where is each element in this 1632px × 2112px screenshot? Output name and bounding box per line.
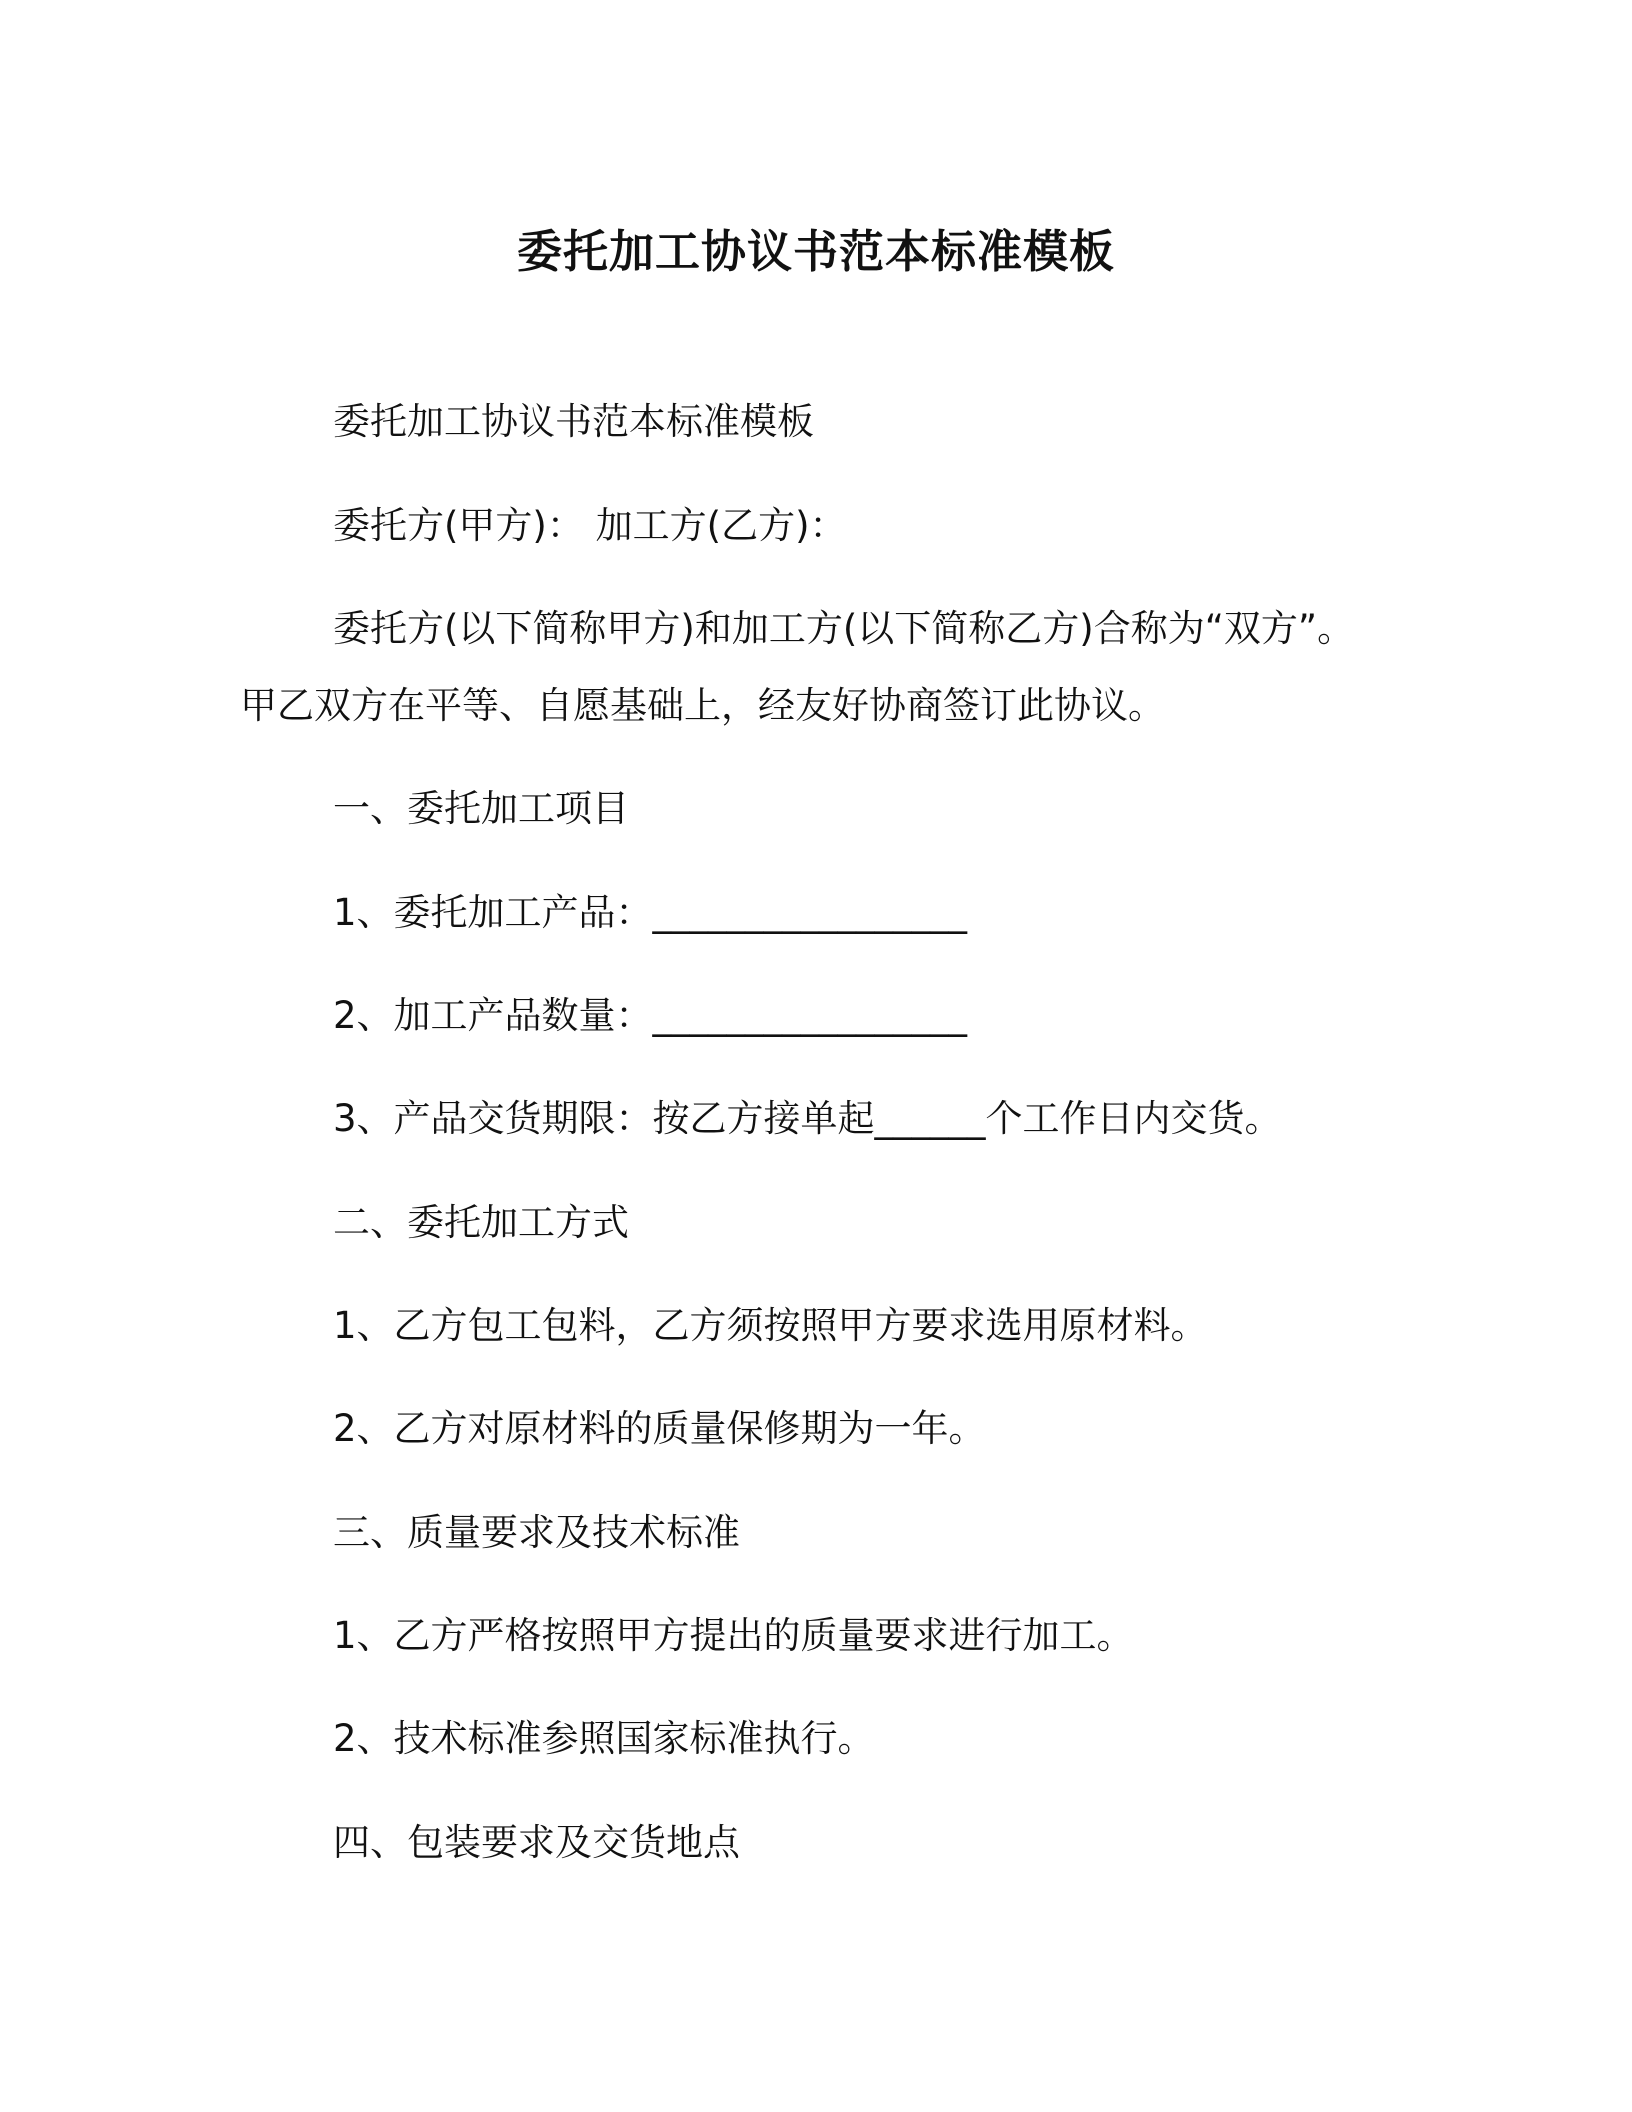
subtitle-line: 委托加工协议书范本标准模板 [333,400,814,443]
section-3-item-1: 1、乙方严格按照甲方提出的质量要求进行加工。 [333,1614,1134,1657]
intro-line-2: 甲乙双方在平等、自愿基础上，经友好协商签订此协议。 [240,684,1165,727]
section-2-item-2: 2、乙方对原材料的质量保修期为一年。 [333,1407,986,1450]
section-2-item-1: 1、乙方包工包料，乙方须按照甲方要求选用原材料。 [333,1304,1208,1347]
section-2-heading: 二、委托加工方式 [333,1201,629,1244]
section-1-item-2: 2、加工产品数量：_________________ [333,994,968,1037]
section-1-heading: 一、委托加工项目 [333,787,629,830]
section-1-item-1: 1、委托加工产品：_________________ [333,891,968,934]
section-4-heading: 四、包装要求及交货地点 [333,1821,740,1864]
document-title: 委托加工协议书范本标准模板 [516,225,1115,278]
section-1-item-3: 3、产品交货期限：按乙方接单起______个工作日内交货。 [333,1097,1282,1140]
section-3-item-2: 2、技术标准参照国家标准执行。 [333,1717,875,1760]
intro-line-1: 委托方(以下简称甲方)和加工方(以下简称乙方)合称为“双方”。 [333,607,1355,650]
parties-line: 委托方(甲方)： 加工方(乙方)： [333,504,847,547]
section-3-heading: 三、质量要求及技术标准 [333,1511,740,1554]
